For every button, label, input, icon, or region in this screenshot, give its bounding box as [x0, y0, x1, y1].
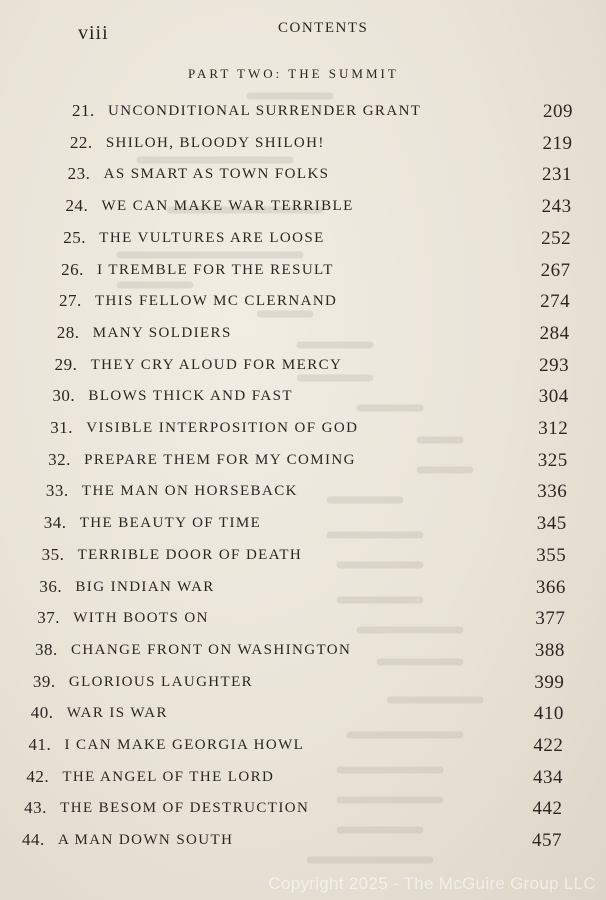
- chapter-number: 40.: [30, 703, 54, 723]
- chapter-number: 31.: [50, 418, 73, 437]
- chapter-number: 43.: [24, 798, 47, 818]
- toc-entry: [0, 735, 606, 761]
- running-head: CONTENTS: [278, 20, 369, 36]
- toc-entry: [0, 101, 606, 127]
- chapter-number: 36.: [39, 576, 63, 596]
- part-title: PART TWO: THE SUMMIT: [188, 66, 399, 81]
- chapter-title: SHILOH, BLOODY SHILOH!: [105, 134, 325, 151]
- chapter-number: 30.: [52, 386, 76, 406]
- toc-entry: [0, 323, 606, 349]
- chapter-number: 22.: [69, 132, 93, 152]
- toc-entry: [0, 386, 606, 412]
- toc-entry: [0, 196, 606, 222]
- chapter-title: WAR IS WAR: [66, 705, 168, 722]
- page-number: 388: [534, 639, 565, 661]
- toc-entry: [0, 133, 606, 159]
- toc-entry: [0, 355, 606, 381]
- chapter-title: WITH BOOTS ON: [73, 610, 209, 627]
- chapter-number: 34.: [43, 513, 67, 533]
- page-folio: viii: [78, 22, 109, 44]
- chapter-title: I CAN MAKE GEORGIA HOWL: [64, 737, 305, 753]
- toc-entry: [0, 703, 606, 729]
- page-number: 377: [535, 608, 566, 630]
- toc-entry: [0, 798, 606, 824]
- chapter-number: 35.: [41, 544, 65, 564]
- toc-entry: [0, 608, 606, 634]
- chapter-title: THE ANGEL OF THE LORD: [62, 768, 275, 785]
- chapter-number: 21.: [72, 101, 95, 120]
- page-number: 434: [532, 766, 563, 788]
- chapter-title: BIG INDIAN WAR: [75, 578, 215, 595]
- page-number: 304: [538, 386, 569, 408]
- page-number: 345: [536, 513, 567, 535]
- chapter-title: THE VULTURES ARE LOOSE: [99, 229, 325, 246]
- chapter-title: WE CAN MAKE WAR TERRIBLE: [101, 198, 354, 215]
- chapter-number: 24.: [65, 196, 89, 216]
- chapter-title: GLORIOUS LAUGHTER: [68, 673, 254, 690]
- page-number: 243: [541, 196, 572, 218]
- chapter-title: THIS FELLOW MC CLERNAND: [94, 293, 338, 310]
- chapter-title: PREPARE THEM FOR MY COMING: [84, 451, 356, 468]
- page-number: 399: [534, 671, 565, 693]
- toc-entry: [0, 577, 606, 603]
- chapter-title: MANY SOLDIERS: [92, 324, 232, 341]
- chapter-number: 39.: [32, 671, 56, 691]
- page-number: 366: [535, 576, 566, 598]
- chapter-number: 44.: [22, 830, 45, 850]
- toc-entry: [0, 291, 606, 317]
- chapter-number: 29.: [54, 354, 78, 374]
- page-number: 422: [533, 735, 564, 756]
- page-number: 325: [537, 449, 568, 471]
- page-number: 274: [540, 291, 571, 313]
- page-number: 284: [539, 322, 570, 344]
- chapter-title: THE MAN ON HORSEBACK: [81, 483, 298, 500]
- page-number: 410: [533, 703, 564, 725]
- chapter-title: A MAN DOWN SOUTH: [58, 832, 234, 849]
- toc-entry: [0, 640, 606, 666]
- chapter-number: 37.: [37, 608, 60, 628]
- chapter-number: 32.: [48, 449, 71, 469]
- chapter-number: 26.: [61, 259, 84, 279]
- toc-entry: [0, 545, 606, 571]
- page-number: 355: [536, 544, 567, 566]
- toc-entry: [0, 418, 606, 444]
- toc-entry: [0, 228, 606, 254]
- chapter-number: 38.: [35, 639, 58, 659]
- chapter-title: I TREMBLE FOR THE RESULT: [97, 261, 334, 278]
- page-number: 209: [543, 101, 573, 122]
- chapter-title: BLOWS THICK AND FAST: [88, 388, 293, 405]
- chapter-number: 28.: [56, 322, 80, 342]
- toc-entry: [0, 260, 606, 286]
- chapter-number: 27.: [58, 291, 82, 311]
- chapter-title: CHANGE FRONT ON WASHINGTON: [71, 641, 352, 658]
- toc-entry: [0, 830, 606, 856]
- chapter-title: VISIBLE INTERPOSITION OF GOD: [86, 420, 359, 436]
- chapter-number: 33.: [45, 481, 69, 501]
- page-number: 312: [538, 418, 569, 439]
- toc-entry: [0, 450, 606, 476]
- chapter-title: TERRIBLE DOOR OF DEATH: [77, 546, 303, 563]
- toc-entry: [0, 481, 606, 507]
- page-number: 442: [532, 798, 563, 820]
- page-number: 219: [542, 132, 573, 154]
- page-number: 336: [537, 481, 568, 503]
- toc-entry: [0, 767, 606, 793]
- toc-entry: [0, 513, 606, 539]
- chapter-number: 23.: [67, 164, 91, 184]
- chapter-title: THE BESOM OF DESTRUCTION: [60, 800, 310, 817]
- page-number: 267: [540, 259, 571, 281]
- chapter-number: 41.: [28, 735, 52, 754]
- page-number: 293: [539, 354, 570, 376]
- chapter-title: AS SMART AS TOWN FOLKS: [103, 166, 330, 183]
- chapter-title: THE BEAUTY OF TIME: [79, 515, 262, 532]
- page-number: 252: [541, 227, 572, 249]
- copyright-watermark: Copyright 2025 - The McGuire Group LLC: [268, 874, 596, 893]
- chapter-number: 25.: [63, 227, 87, 247]
- toc-entry: [0, 164, 606, 190]
- page-number: 231: [542, 164, 573, 186]
- page-number: 457: [532, 830, 562, 852]
- chapter-title: UNCONDITIONAL SURRENDER GRANT: [108, 103, 422, 119]
- chapter-number: 42.: [26, 766, 50, 786]
- toc-entry: [0, 672, 606, 698]
- chapter-title: THEY CRY ALOUD FOR MERCY: [90, 356, 343, 373]
